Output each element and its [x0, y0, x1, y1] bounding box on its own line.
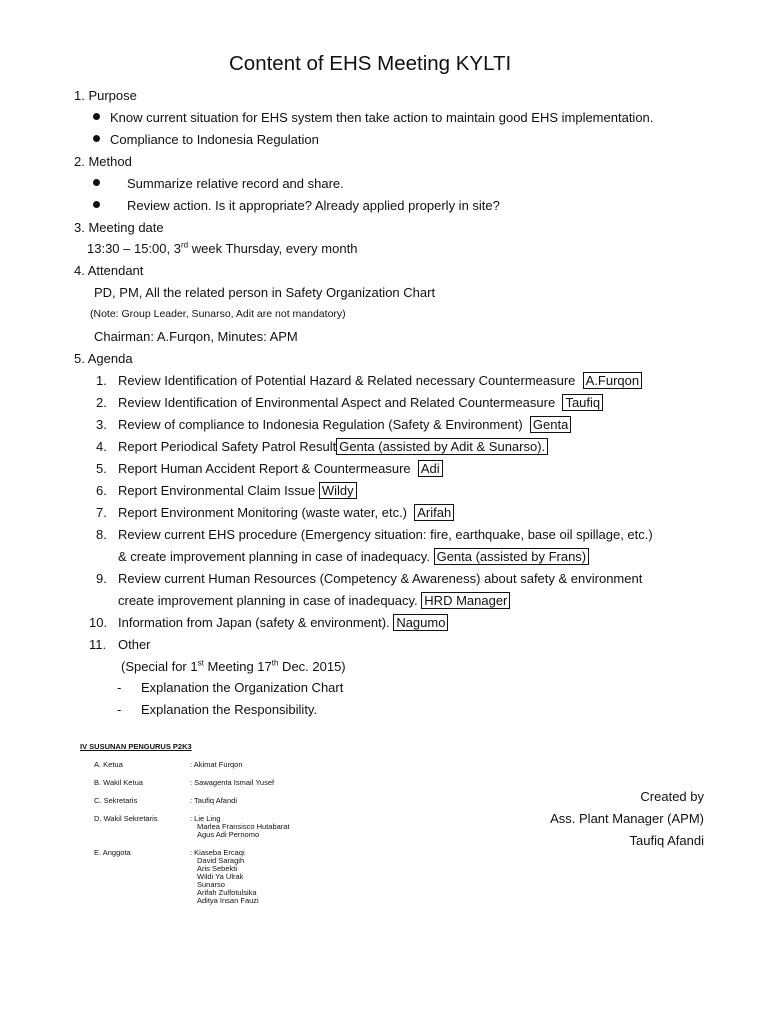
agenda-item: 1. Review Identification of Potential Hazard & Related necessary Countermeasure A.Furqon — [96, 373, 642, 388]
purpose-item: Know current situation for EHS system then take action to maintain good EHS implementation. — [110, 110, 654, 125]
dash-item: - Explanation the Organization Chart — [117, 680, 344, 695]
org-label: A. Ketua — [94, 760, 123, 769]
org-value-extra: Aditya Insan Fauzi — [197, 896, 259, 905]
responsible-box: Arifah — [414, 504, 454, 521]
agenda-item-continuation: create improvement planning in case of inadequacy. HRD Manager — [118, 593, 510, 608]
responsible-box: Nagumo — [393, 614, 448, 631]
org-value: : Akimat Furqon — [190, 760, 243, 769]
org-value-extra: Aris Sebekti — [197, 864, 238, 873]
org-value: : Lie Ling — [190, 814, 221, 823]
created-by-role: Ass. Plant Manager (APM) — [550, 811, 704, 826]
section-purpose-heading: 1. Purpose — [74, 88, 137, 103]
page-title: Content of EHS Meeting KYLTI — [229, 52, 512, 75]
section-meeting-date-heading: 3. Meeting date — [74, 220, 164, 235]
org-value: : Kiaseba Ercaqi — [190, 848, 245, 857]
method-item: Review action. Is it appropriate? Already applied properly in site? — [127, 198, 500, 213]
bullet-icon — [93, 113, 100, 120]
responsible-box: Taufiq — [562, 394, 603, 411]
org-value: : Sawagenta Ismail Yusef — [190, 778, 275, 787]
dash-item: - Explanation the Responsibility. — [117, 702, 318, 717]
special-meeting-note: (Special for 1st Meeting 17th Dec. 2015) — [121, 658, 346, 674]
org-label: C. Sekretaris — [94, 796, 138, 805]
attendant-line: PD, PM, All the related person in Safety Organization Chart — [94, 285, 436, 300]
method-item: Summarize relative record and share. — [127, 176, 344, 191]
bullet-icon — [93, 201, 100, 208]
agenda-item: 8. Review current EHS procedure (Emergency situation: fire, earthquake, base oil spillage, etc.) — [96, 527, 653, 542]
section-attendant-heading: 4. Attendant — [74, 263, 144, 278]
org-value-extra: Arifah Zulfotulsika — [197, 888, 257, 897]
agenda-item: 2. Review Identification of Environmental Aspect and Related Countermeasure Taufiq — [96, 395, 603, 410]
org-value-extra: Wildi Ya Ulrak — [197, 872, 244, 881]
org-heading: IV SUSUNAN PENGURUS P2K3 — [80, 742, 192, 751]
responsible-box: Genta (assisted by Adit & Sunarso). — [336, 438, 548, 455]
purpose-item: Compliance to Indonesia Regulation — [110, 132, 319, 147]
bullet-icon — [93, 135, 100, 142]
agenda-item: 5. Report Human Accident Report & Countermeasure Adi — [96, 461, 443, 476]
responsible-box: Genta (assisted by Frans) — [434, 548, 590, 565]
responsible-box: Adi — [418, 460, 443, 477]
created-by-name: Taufiq Afandi — [629, 833, 704, 848]
agenda-item: 11. Other — [89, 637, 151, 652]
org-value-extra: David Saragih — [197, 856, 245, 865]
created-by-label: Created by — [640, 789, 704, 804]
org-label: B. Wakil Ketua — [94, 778, 143, 787]
agenda-item: 10. Information from Japan (safety & environment). Nagumo — [89, 615, 448, 630]
section-method-heading: 2. Method — [74, 154, 132, 169]
agenda-item: 6. Report Environmental Claim Issue Wildy — [96, 483, 357, 498]
org-value: : Taufiq Afandi — [190, 796, 237, 805]
responsible-box: Wildy — [319, 482, 357, 499]
org-value-extra: Agus Adi Pernomo — [197, 830, 260, 839]
org-label: E. Anggota — [94, 848, 131, 857]
responsible-box: Genta — [530, 416, 571, 433]
agenda-item: 7. Report Environment Monitoring (waste water, etc.) Arifah — [96, 505, 454, 520]
responsible-box: HRD Manager — [421, 592, 510, 609]
org-value-extra: Marlea Fransisco Hutabarat — [197, 822, 290, 831]
org-label: D. Wakil Sekretaris — [94, 814, 158, 823]
meeting-date-text: 13:30 – 15:00, 3rd week Thursday, every month — [87, 240, 358, 256]
responsible-box: A.Furqon — [583, 372, 642, 389]
agenda-item-continuation: & create improvement planning in case of inadequacy. Genta (assisted by Frans) — [118, 549, 589, 564]
attendant-note: (Note: Group Leader, Sunarso, Adit are not mandatory) — [90, 308, 346, 320]
org-value-extra: Sunarso — [197, 880, 225, 889]
agenda-item: 3. Review of compliance to Indonesia Regulation (Safety & Environment) Genta — [96, 417, 571, 432]
section-agenda-heading: 5. Agenda — [74, 351, 133, 366]
agenda-item: 9. Review current Human Resources (Competency & Awareness) about safety & environment — [96, 571, 643, 586]
chairman-line: Chairman: A.Furqon, Minutes: APM — [94, 329, 298, 344]
bullet-icon — [93, 179, 100, 186]
agenda-item: 4. Report Periodical Safety Patrol Result Genta (assisted by Adit & Sunarso). — [96, 439, 548, 454]
